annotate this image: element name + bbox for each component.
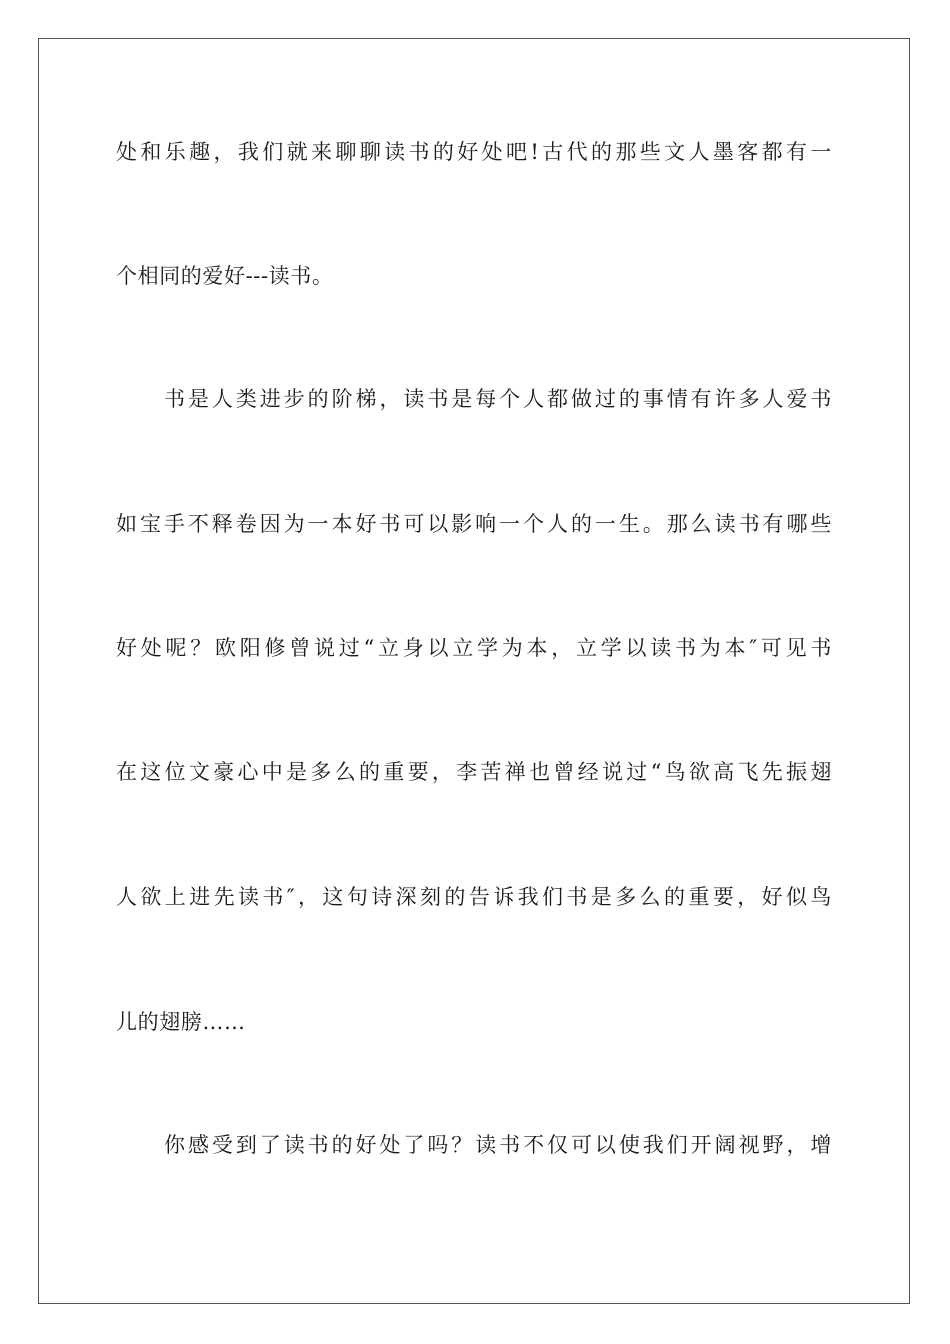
paragraph-2-line-1: 书是人类进步的阶梯，读书是每个人都做过的事情有许多人爱书 <box>164 387 832 411</box>
paragraph-2-line-3: 好处呢？欧阳修曾说过“立身以立学为本，立学以读书为本″可见书 <box>116 636 832 660</box>
paragraph-2-line-5: 人欲上进先读书″，这句诗深刻的告诉我们书是多么的重要，好似鸟 <box>116 885 832 909</box>
text-line-2: 个相同的爱好---读书。 <box>116 264 334 288</box>
paragraph-3-line-1: 你感受到了读书的好处了吗？读书不仅可以使我们开阔视野，增 <box>164 1133 832 1157</box>
paragraph-2-line-4: 在这位文豪心中是多么的重要，李苦禅也曾经说过“鸟欲高飞先振翅 <box>116 760 832 784</box>
paragraph-2-line-2: 如宝手不释卷因为一本好书可以影响一个人的一生。那么读书有哪些 <box>116 512 832 536</box>
page-border <box>38 38 910 1304</box>
text-line-1: 处和乐趣，我们就来聊聊读书的好处吧!古代的那些文人墨客都有一 <box>116 140 832 164</box>
paragraph-2-line-6: 儿的翅膀…… <box>116 1010 246 1034</box>
